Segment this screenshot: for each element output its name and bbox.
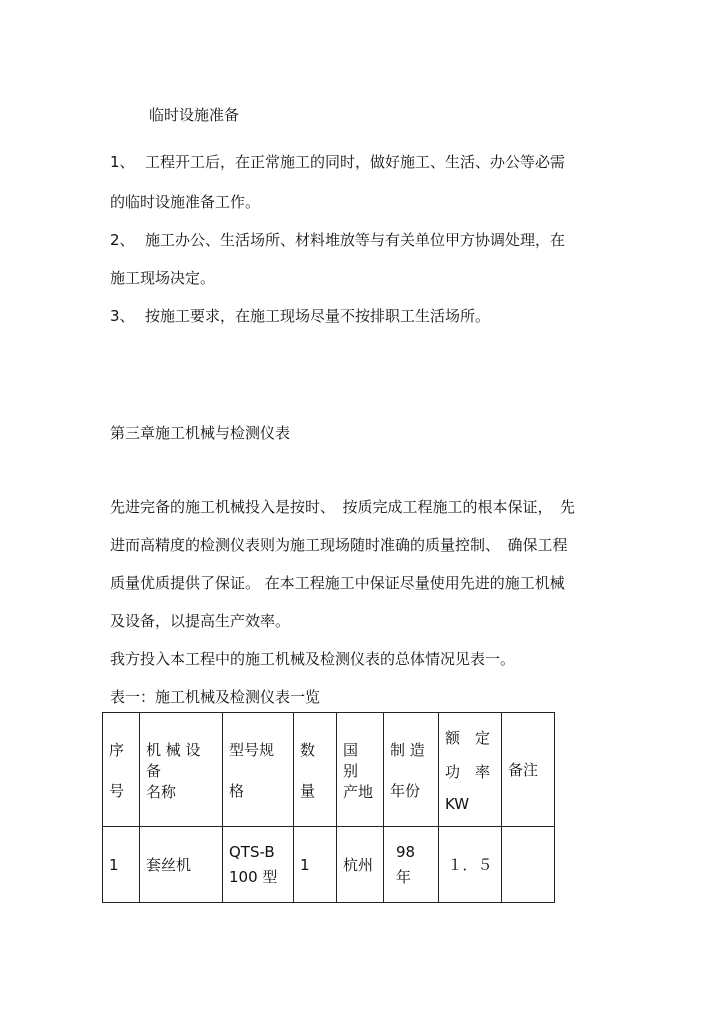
list-item-3-line1: 按施工要求，在施工现场尽量不按排职工生活场所。 xyxy=(145,307,491,325)
row-year-line1: 98 xyxy=(396,842,416,861)
paragraph-line-4: 及设备，以提高生产效率。 xyxy=(110,612,291,630)
header-power-line1: 额 定 xyxy=(445,728,491,747)
list-item-1-number: 1、 xyxy=(110,153,135,171)
header-year-line2: 年份 xyxy=(390,781,421,800)
header-year-line1: 制 造 xyxy=(390,740,425,759)
row-seq: 1 xyxy=(103,827,140,903)
header-name-line1: 机 械 设 备 xyxy=(146,740,201,780)
header-name-line2: 名称 xyxy=(146,782,177,801)
row-note xyxy=(502,827,555,903)
header-seq xyxy=(103,713,140,827)
row-year xyxy=(384,827,439,903)
header-name xyxy=(140,713,223,827)
chapter-title: 第三章施工机械与检测仪表 xyxy=(110,424,291,442)
header-power-line2: 功 率 xyxy=(445,762,491,781)
row-power: １．５ xyxy=(439,827,502,903)
header-origin xyxy=(337,713,384,827)
header-model-line2: 格 xyxy=(229,781,245,800)
header-model-line1: 型号规 xyxy=(229,740,275,759)
paragraph-line-5: 我方投入本工程中的施工机械及检测仪表的总体情况见表一。 xyxy=(110,650,516,668)
paragraph-line-2: 进而高精度的检测仪表则为施工现场随时准确的质量控制、 确保工程 xyxy=(110,536,568,554)
header-qty xyxy=(294,713,337,827)
table-header-row xyxy=(103,713,555,827)
header-power-line3: KW xyxy=(445,794,470,813)
header-seq-line1: 序 xyxy=(109,740,125,759)
header-note-label: 备注 xyxy=(508,761,539,779)
row-qty: 1 xyxy=(294,827,337,903)
list-item-1-line2: 的临时设施准备工作。 xyxy=(110,193,261,211)
equipment-table xyxy=(102,712,555,903)
list-item-2-line2: 施工现场决定。 xyxy=(110,269,216,287)
list-item-2-line1: 施工办公、生活场所、材料堆放等与有关单位甲方协调处理，在 xyxy=(145,231,566,249)
section-title: 临时设施准备 xyxy=(149,106,240,124)
header-qty-line2: 量 xyxy=(300,781,316,800)
header-qty-line1: 数 xyxy=(300,740,316,759)
paragraph-line-1: 先进完备的施工机械投入是按时、 按质完成工程施工的根本保证， 先 xyxy=(110,498,576,516)
list-item-1-line1: 工程开工后，在正常施工的同时，做好施工、生活、办公等必需 xyxy=(145,153,566,171)
row-name: 套丝机 xyxy=(140,827,223,903)
header-seq-line2: 号 xyxy=(109,781,125,800)
header-year xyxy=(384,713,439,827)
row-year-line2: 年 xyxy=(396,867,412,886)
row-model-line2: 100 型 xyxy=(229,867,278,886)
row-model-line1: QTS-B xyxy=(229,842,275,861)
row-model xyxy=(223,827,294,903)
header-origin-line1: 国 别 xyxy=(343,740,359,780)
row-origin: 杭州 xyxy=(337,827,384,903)
list-item-3-number: 3、 xyxy=(110,307,135,325)
paragraph-line-3: 质量优质提供了保证。 在本工程施工中保证尽量使用先进的施工机械 xyxy=(110,574,565,592)
header-model xyxy=(223,713,294,827)
header-origin-line2: 产地 xyxy=(343,782,374,801)
list-item-2-number: 2、 xyxy=(110,231,135,249)
header-note xyxy=(502,713,555,827)
table-row xyxy=(103,827,555,903)
table-caption: 表一：施工机械及检测仪表一览 xyxy=(110,688,321,706)
header-power xyxy=(439,713,502,827)
